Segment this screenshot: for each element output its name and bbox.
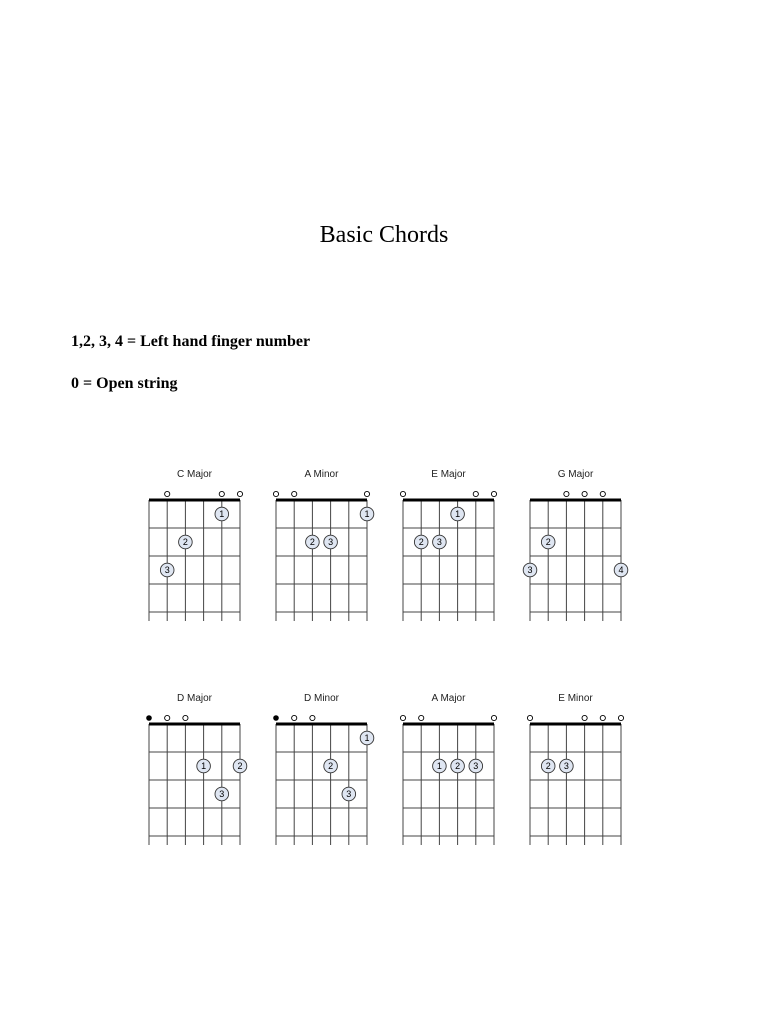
finger-number: 4 xyxy=(618,565,624,576)
open-string-marker xyxy=(618,715,623,720)
chord-title-e-major: E Major xyxy=(431,469,466,480)
open-string-marker xyxy=(273,491,278,496)
finger-number: 1 xyxy=(364,509,370,520)
open-string-marker xyxy=(491,491,496,496)
open-string-marker xyxy=(473,491,478,496)
finger-number: 1 xyxy=(201,761,207,772)
finger-number: 2 xyxy=(418,537,424,548)
finger-number: 1 xyxy=(219,509,225,520)
finger-number: 2 xyxy=(545,537,551,548)
open-string-marker xyxy=(183,715,188,720)
finger-number: 2 xyxy=(182,537,188,548)
open-string-marker xyxy=(419,715,424,720)
chord-title-d-minor: D Minor xyxy=(303,693,340,704)
chord-title-a-minor: A Minor xyxy=(304,469,339,480)
open-string-marker xyxy=(400,715,405,720)
finger-number: 3 xyxy=(219,789,225,800)
chord-title-d-major: D Major xyxy=(176,693,213,704)
finger-number: 3 xyxy=(346,789,352,800)
page-title: Basic Chords xyxy=(319,222,449,248)
open-string-marker xyxy=(364,491,369,496)
finger-number: 3 xyxy=(563,761,569,772)
finger-number: 3 xyxy=(527,565,533,576)
chord-title-e-minor: E Minor xyxy=(558,693,593,704)
finger-number: 3 xyxy=(436,537,442,548)
open-string-marker xyxy=(292,715,297,720)
chord-title-a-major: A Major xyxy=(431,693,466,704)
legend-open-string: 0 = Open string xyxy=(71,375,178,392)
open-string-marker xyxy=(237,491,242,496)
finger-number: 3 xyxy=(328,537,334,548)
open-string-marker xyxy=(400,491,405,496)
finger-number: 2 xyxy=(237,761,243,772)
finger-number: 2 xyxy=(309,537,315,548)
muted-string-marker xyxy=(273,715,279,721)
chord-title-g-major: G Major xyxy=(557,469,594,480)
open-string-marker xyxy=(165,491,170,496)
open-string-marker xyxy=(310,715,315,720)
legend-finger-numbers: 1,2, 3, 4 = Left hand finger number xyxy=(71,333,311,350)
open-string-marker xyxy=(582,715,587,720)
open-string-marker xyxy=(292,491,297,496)
open-string-marker xyxy=(527,715,532,720)
muted-string-marker xyxy=(146,715,152,721)
finger-number: 1 xyxy=(436,761,442,772)
open-string-marker xyxy=(564,491,569,496)
chord-title-c-major: C Major xyxy=(176,469,213,480)
finger-number: 1 xyxy=(455,509,461,520)
finger-number: 2 xyxy=(455,761,461,772)
open-string-marker xyxy=(491,715,496,720)
finger-number: 3 xyxy=(473,761,479,772)
finger-number: 2 xyxy=(545,761,551,772)
open-string-marker xyxy=(219,491,224,496)
finger-number: 1 xyxy=(364,733,370,744)
open-string-marker xyxy=(582,491,587,496)
open-string-marker xyxy=(600,491,605,496)
open-string-marker xyxy=(600,715,605,720)
finger-number: 2 xyxy=(328,761,334,772)
open-string-marker xyxy=(165,715,170,720)
finger-number: 3 xyxy=(164,565,170,576)
